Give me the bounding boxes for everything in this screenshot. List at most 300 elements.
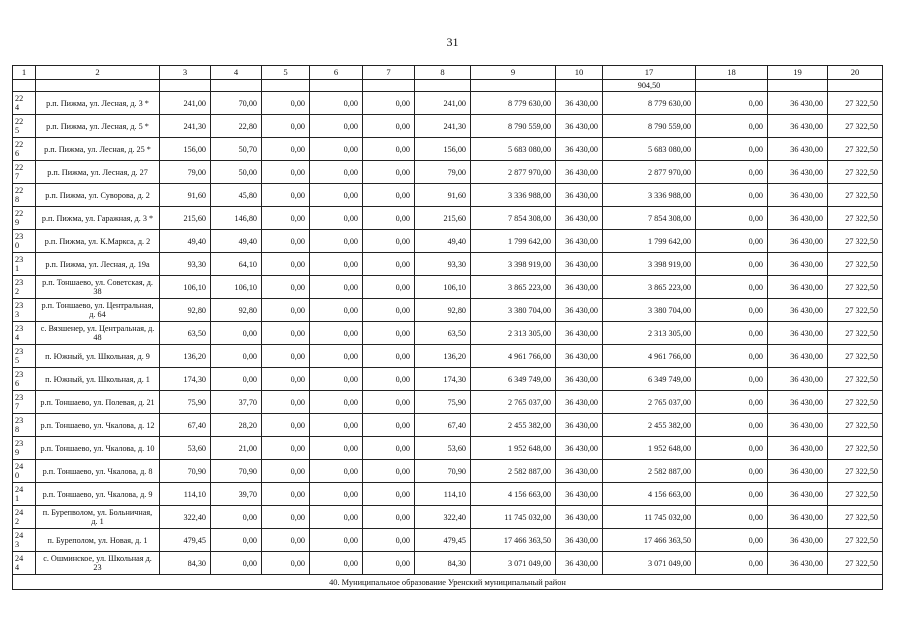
- value-cell-c5: 0,00: [262, 230, 310, 253]
- value-cell-c19: 36 430,00: [768, 437, 828, 460]
- address-cell: р.п. Тоншаево, ул. Центральная, д. 64: [36, 299, 160, 322]
- value-cell-c20: 27 322,50: [828, 414, 883, 437]
- row-number-part: 3: [15, 540, 20, 549]
- row-number-part: 6: [15, 379, 20, 388]
- address-cell: п. Южный, ул. Школьная, д. 1: [36, 368, 160, 391]
- value-cell-c7: 0,00: [363, 322, 415, 345]
- value-cell-c4: 146,80: [211, 207, 262, 230]
- value-cell-c9: 4 961 766,00: [471, 345, 556, 368]
- value-cell-c6: 0,00: [310, 552, 363, 575]
- value-cell-c8: 53,60: [415, 437, 471, 460]
- value-cell-c18: 0,00: [696, 483, 768, 506]
- value-cell-c7: 0,00: [363, 230, 415, 253]
- value-cell-c10: 36 430,00: [556, 230, 603, 253]
- value-cell-c5: 0,00: [262, 506, 310, 529]
- address-cell: р.п. Тоншаево, ул. Советская, д. 38: [36, 276, 160, 299]
- value-cell-c5: 0,00: [262, 437, 310, 460]
- row-number-part: 24: [15, 507, 24, 517]
- value-cell-c18: 0,00: [696, 184, 768, 207]
- value-cell-c5: 0,00: [262, 322, 310, 345]
- row-number-part: 0: [15, 471, 20, 480]
- row-number-part: 9: [15, 218, 20, 227]
- value-cell-c10: 36 430,00: [556, 414, 603, 437]
- table-row: [13, 483, 883, 506]
- value-cell-c10: 36 430,00: [556, 345, 603, 368]
- column-header: 4: [211, 66, 262, 80]
- value-cell-c9: 3 865 223,00: [471, 276, 556, 299]
- value-cell-c10: 36 430,00: [556, 552, 603, 575]
- value-cell-c20: 27 322,50: [828, 483, 883, 506]
- value-cell-c6: 0,00: [310, 345, 363, 368]
- row-number-part: 23: [15, 254, 24, 264]
- value-cell-c18: 0,00: [696, 161, 768, 184]
- value-cell-c17: 2 313 305,00: [603, 322, 696, 345]
- value-cell-c8: 479,45: [415, 529, 471, 552]
- address-cell: п. Буреполом, ул. Новая, д. 1: [36, 529, 160, 552]
- value-cell-c6: 0,00: [310, 207, 363, 230]
- value-cell-c17: 8 779 630,00: [603, 92, 696, 115]
- row-number-part: 22: [15, 162, 24, 172]
- column-header: 20: [828, 66, 883, 80]
- row-number-part: 8: [15, 425, 20, 434]
- value-cell-c20: 27 322,50: [828, 460, 883, 483]
- value-cell-c7: 0,00: [363, 414, 415, 437]
- value-cell-c19: 36 430,00: [768, 345, 828, 368]
- table-row: [13, 184, 883, 207]
- table-row: [13, 276, 883, 299]
- row-number-part: 23: [15, 369, 24, 379]
- value-cell-c3: 106,10: [160, 276, 211, 299]
- row-number-part: 9: [15, 448, 20, 457]
- row-number-part: 24: [15, 484, 24, 494]
- value-cell-c18: 0,00: [696, 115, 768, 138]
- table-row: [13, 161, 883, 184]
- row-number: [13, 414, 36, 437]
- value-cell-c3: 70,90: [160, 460, 211, 483]
- value-cell-c4: 0,00: [211, 345, 262, 368]
- value-cell-c8: 63,50: [415, 322, 471, 345]
- column-header: 1: [13, 66, 36, 80]
- value-cell-c8: 79,00: [415, 161, 471, 184]
- value-cell-c6: 0,00: [310, 184, 363, 207]
- table-row: [13, 529, 883, 552]
- row-number-part: 2: [15, 287, 20, 296]
- row-number-part: 7: [15, 402, 20, 411]
- value-cell-c5: 0,00: [262, 460, 310, 483]
- value-cell-c17: 2 877 970,00: [603, 161, 696, 184]
- value-cell-c10: 36 430,00: [556, 368, 603, 391]
- value-cell-c17: 1 952 648,00: [603, 437, 696, 460]
- value-cell-c17: 8 790 559,00: [603, 115, 696, 138]
- value-cell-c9: 2 455 382,00: [471, 414, 556, 437]
- row-number-part: 22: [15, 208, 24, 218]
- table-row: [13, 391, 883, 414]
- value-cell-c3: 53,60: [160, 437, 211, 460]
- value-cell-c7: 0,00: [363, 552, 415, 575]
- address-cell: р.п. Тоншаево, ул. Чкалова, д. 8: [36, 460, 160, 483]
- value-cell-c5: 0,00: [262, 414, 310, 437]
- value-cell-c9: 1 952 648,00: [471, 437, 556, 460]
- value-cell-c7: 0,00: [363, 437, 415, 460]
- row-number-part: 23: [15, 300, 24, 310]
- row-number: [13, 368, 36, 391]
- value-cell-c9: 3 398 919,00: [471, 253, 556, 276]
- column-header: 19: [768, 66, 828, 80]
- value-cell-c18: 0,00: [696, 552, 768, 575]
- table-row: [13, 437, 883, 460]
- value-cell-c19: 36 430,00: [768, 552, 828, 575]
- row-number-part: 23: [15, 415, 24, 425]
- value-cell-c20: 27 322,50: [828, 299, 883, 322]
- value-cell-c6: 0,00: [310, 138, 363, 161]
- value-cell-c8: 174,30: [415, 368, 471, 391]
- table-row: [13, 345, 883, 368]
- column-header: 8: [415, 66, 471, 80]
- value-cell-c7: 0,00: [363, 253, 415, 276]
- row-number: [13, 92, 36, 115]
- value-cell-c9: 11 745 032,00: [471, 506, 556, 529]
- value-cell-c6: 0,00: [310, 276, 363, 299]
- row-number-part: 22: [15, 185, 24, 195]
- value-cell-c9: 5 683 080,00: [471, 138, 556, 161]
- value-cell-c19: 36 430,00: [768, 506, 828, 529]
- row-number: [13, 552, 36, 575]
- column-header: 10: [556, 66, 603, 80]
- value-cell-c10: 36 430,00: [556, 506, 603, 529]
- table-row: [13, 506, 883, 529]
- value-cell-c5: 0,00: [262, 299, 310, 322]
- value-cell-c17: 2 582 887,00: [603, 460, 696, 483]
- value-cell-c6: 0,00: [310, 322, 363, 345]
- value-cell-c7: 0,00: [363, 299, 415, 322]
- value-cell-c17: 3 380 704,00: [603, 299, 696, 322]
- value-cell-c7: 0,00: [363, 506, 415, 529]
- value-cell-c4: 45,80: [211, 184, 262, 207]
- row-number: [13, 207, 36, 230]
- column-header: 6: [310, 66, 363, 80]
- value-cell-c5: 0,00: [262, 161, 310, 184]
- value-cell-c4: 49,40: [211, 230, 262, 253]
- value-cell-c10: 36 430,00: [556, 138, 603, 161]
- address-cell: р.п. Пижма, ул. Суворова, д. 2: [36, 184, 160, 207]
- column-header: 17: [603, 66, 696, 80]
- value-cell-c17: 6 349 749,00: [603, 368, 696, 391]
- section-footer-row: [13, 575, 883, 590]
- value-cell-c20: 27 322,50: [828, 207, 883, 230]
- column-header: 9: [471, 66, 556, 80]
- value-cell-c17: 11 745 032,00: [603, 506, 696, 529]
- value-cell-c5: 0,00: [262, 345, 310, 368]
- address-cell: р.п. Тоншаево, ул. Полевая, д. 21: [36, 391, 160, 414]
- address-cell: с. Вязшенер, ул. Центральная, д. 48: [36, 322, 160, 345]
- value-cell-c17: 3 071 049,00: [603, 552, 696, 575]
- value-cell-c9: 17 466 363,50: [471, 529, 556, 552]
- value-cell-c3: 136,20: [160, 345, 211, 368]
- row-number-part: 23: [15, 277, 24, 287]
- value-cell-c4: 50,70: [211, 138, 262, 161]
- row-number: [13, 299, 36, 322]
- value-cell-c19: 36 430,00: [768, 115, 828, 138]
- carry-over-value: 904,50: [603, 80, 696, 92]
- value-cell-c20: 27 322,50: [828, 138, 883, 161]
- row-number-part: 7: [15, 172, 20, 181]
- value-cell-c20: 27 322,50: [828, 92, 883, 115]
- value-cell-c3: 241,30: [160, 115, 211, 138]
- value-cell-c5: 0,00: [262, 92, 310, 115]
- value-cell-c6: 0,00: [310, 253, 363, 276]
- value-cell-c20: 27 322,50: [828, 230, 883, 253]
- row-number-part: 6: [15, 149, 20, 158]
- row-number: [13, 322, 36, 345]
- row-number: [13, 115, 36, 138]
- value-cell-c3: 84,30: [160, 552, 211, 575]
- value-cell-c5: 0,00: [262, 184, 310, 207]
- value-cell-c18: 0,00: [696, 529, 768, 552]
- row-number-part: 24: [15, 530, 24, 540]
- value-cell-c9: 3 071 049,00: [471, 552, 556, 575]
- value-cell-c19: 36 430,00: [768, 483, 828, 506]
- value-cell-c3: 241,00: [160, 92, 211, 115]
- value-cell-c8: 70,90: [415, 460, 471, 483]
- row-number: [13, 161, 36, 184]
- value-cell-c8: 67,40: [415, 414, 471, 437]
- row-number-part: 22: [15, 93, 24, 103]
- value-cell-c10: 36 430,00: [556, 115, 603, 138]
- value-cell-c7: 0,00: [363, 460, 415, 483]
- address-cell: р.п. Пижма, ул. Гаражная, д. 3 *: [36, 207, 160, 230]
- value-cell-c6: 0,00: [310, 506, 363, 529]
- value-cell-c5: 0,00: [262, 368, 310, 391]
- value-cell-c17: 7 854 308,00: [603, 207, 696, 230]
- value-cell-c17: 17 466 363,50: [603, 529, 696, 552]
- value-cell-c4: 28,20: [211, 414, 262, 437]
- value-cell-c6: 0,00: [310, 483, 363, 506]
- value-cell-c5: 0,00: [262, 529, 310, 552]
- value-cell-c8: 91,60: [415, 184, 471, 207]
- value-cell-c10: 36 430,00: [556, 276, 603, 299]
- row-number: [13, 506, 36, 529]
- row-number: [13, 184, 36, 207]
- value-cell-c4: 0,00: [211, 529, 262, 552]
- column-header: 3: [160, 66, 211, 80]
- value-cell-c3: 67,40: [160, 414, 211, 437]
- value-cell-c4: 37,70: [211, 391, 262, 414]
- row-number: [13, 276, 36, 299]
- row-number-part: 5: [15, 356, 20, 365]
- value-cell-c9: 2 582 887,00: [471, 460, 556, 483]
- value-cell-c6: 0,00: [310, 529, 363, 552]
- value-cell-c10: 36 430,00: [556, 161, 603, 184]
- value-cell-c8: 106,10: [415, 276, 471, 299]
- value-cell-c3: 75,90: [160, 391, 211, 414]
- value-cell-c4: 64,10: [211, 253, 262, 276]
- value-cell-c4: 0,00: [211, 506, 262, 529]
- value-cell-c7: 0,00: [363, 368, 415, 391]
- value-cell-c7: 0,00: [363, 92, 415, 115]
- value-cell-c8: 75,90: [415, 391, 471, 414]
- value-cell-c10: 36 430,00: [556, 460, 603, 483]
- value-cell-c8: 156,00: [415, 138, 471, 161]
- value-cell-c8: 92,80: [415, 299, 471, 322]
- row-number-part: 23: [15, 346, 24, 356]
- row-number-part: 2: [15, 517, 20, 526]
- table-row: [13, 230, 883, 253]
- value-cell-c8: 241,00: [415, 92, 471, 115]
- value-cell-c20: 27 322,50: [828, 437, 883, 460]
- value-cell-c4: 92,80: [211, 299, 262, 322]
- value-cell-c9: 3 380 704,00: [471, 299, 556, 322]
- row-number-part: 24: [15, 553, 24, 563]
- address-cell: р.п. Пижма, ул. Лесная, д. 19а: [36, 253, 160, 276]
- value-cell-c17: 3 398 919,00: [603, 253, 696, 276]
- value-cell-c18: 0,00: [696, 368, 768, 391]
- value-cell-c3: 49,40: [160, 230, 211, 253]
- row-number-part: 4: [15, 333, 20, 342]
- value-cell-c6: 0,00: [310, 92, 363, 115]
- value-cell-c4: 0,00: [211, 322, 262, 345]
- address-cell: р.п. Тоншаево, ул. Чкалова, д. 10: [36, 437, 160, 460]
- table-row: [13, 92, 883, 115]
- value-cell-c5: 0,00: [262, 552, 310, 575]
- value-cell-c7: 0,00: [363, 138, 415, 161]
- column-header: 5: [262, 66, 310, 80]
- value-cell-c18: 0,00: [696, 92, 768, 115]
- value-cell-c3: 174,30: [160, 368, 211, 391]
- column-header: 7: [363, 66, 415, 80]
- value-cell-c3: 156,00: [160, 138, 211, 161]
- value-cell-c3: 92,80: [160, 299, 211, 322]
- value-cell-c5: 0,00: [262, 207, 310, 230]
- value-cell-c19: 36 430,00: [768, 414, 828, 437]
- row-number-part: 4: [15, 563, 20, 572]
- row-number-part: 23: [15, 323, 24, 333]
- value-cell-c18: 0,00: [696, 506, 768, 529]
- value-cell-c20: 27 322,50: [828, 529, 883, 552]
- value-cell-c17: 4 156 663,00: [603, 483, 696, 506]
- value-cell-c4: 0,00: [211, 368, 262, 391]
- row-number: [13, 391, 36, 414]
- value-cell-c19: 36 430,00: [768, 230, 828, 253]
- value-cell-c6: 0,00: [310, 230, 363, 253]
- row-number: [13, 230, 36, 253]
- address-cell: р.п. Пижма, ул. Лесная, д. 27: [36, 161, 160, 184]
- value-cell-c8: 241,30: [415, 115, 471, 138]
- row-number-part: 0: [15, 241, 20, 250]
- row-number: [13, 483, 36, 506]
- value-cell-c7: 0,00: [363, 276, 415, 299]
- row-number-part: 1: [15, 494, 20, 503]
- value-cell-c3: 114,10: [160, 483, 211, 506]
- value-cell-c18: 0,00: [696, 345, 768, 368]
- value-cell-c9: 1 799 642,00: [471, 230, 556, 253]
- value-cell-c19: 36 430,00: [768, 322, 828, 345]
- value-cell-c4: 70,90: [211, 460, 262, 483]
- value-cell-c9: 2 313 305,00: [471, 322, 556, 345]
- value-cell-c6: 0,00: [310, 460, 363, 483]
- value-cell-c18: 0,00: [696, 414, 768, 437]
- address-cell: р.п. Тоншаево, ул. Чкалова, д. 9: [36, 483, 160, 506]
- value-cell-c9: 2 765 037,00: [471, 391, 556, 414]
- value-cell-c7: 0,00: [363, 345, 415, 368]
- value-cell-c3: 322,40: [160, 506, 211, 529]
- value-cell-c19: 36 430,00: [768, 184, 828, 207]
- value-cell-c6: 0,00: [310, 414, 363, 437]
- address-cell: п. Бурепволом, ул. Больничная, д. 1: [36, 506, 160, 529]
- address-cell: п. Южный, ул. Школьная, д. 9: [36, 345, 160, 368]
- value-cell-c10: 36 430,00: [556, 322, 603, 345]
- value-cell-c19: 36 430,00: [768, 299, 828, 322]
- value-cell-c10: 36 430,00: [556, 299, 603, 322]
- value-cell-c3: 91,60: [160, 184, 211, 207]
- table-row: [13, 552, 883, 575]
- value-cell-c17: 2 765 037,00: [603, 391, 696, 414]
- value-cell-c20: 27 322,50: [828, 345, 883, 368]
- value-cell-c20: 27 322,50: [828, 391, 883, 414]
- value-cell-c8: 114,10: [415, 483, 471, 506]
- value-cell-c10: 36 430,00: [556, 207, 603, 230]
- value-cell-c19: 36 430,00: [768, 276, 828, 299]
- value-cell-c20: 27 322,50: [828, 115, 883, 138]
- value-cell-c7: 0,00: [363, 483, 415, 506]
- value-cell-c4: 39,70: [211, 483, 262, 506]
- row-number-part: 23: [15, 231, 24, 241]
- value-cell-c8: 215,60: [415, 207, 471, 230]
- address-cell: р.п. Пижма, ул. Лесная, д. 25 *: [36, 138, 160, 161]
- address-cell: с. Ошминское, ул. Школьная д. 23: [36, 552, 160, 575]
- value-cell-c9: 3 336 988,00: [471, 184, 556, 207]
- value-cell-c18: 0,00: [696, 276, 768, 299]
- value-cell-c6: 0,00: [310, 391, 363, 414]
- value-cell-c4: 0,00: [211, 552, 262, 575]
- value-cell-c5: 0,00: [262, 253, 310, 276]
- value-cell-c8: 322,40: [415, 506, 471, 529]
- carry-over-row: [13, 80, 883, 92]
- value-cell-c20: 27 322,50: [828, 276, 883, 299]
- value-cell-c19: 36 430,00: [768, 138, 828, 161]
- row-number-part: 4: [15, 103, 20, 112]
- section-title: 40. Муниципальное образование Уренский муниципальный район: [13, 575, 883, 590]
- value-cell-c4: 70,00: [211, 92, 262, 115]
- value-cell-c17: 5 683 080,00: [603, 138, 696, 161]
- value-cell-c17: 2 455 382,00: [603, 414, 696, 437]
- value-cell-c19: 36 430,00: [768, 207, 828, 230]
- value-cell-c9: 4 156 663,00: [471, 483, 556, 506]
- value-cell-c5: 0,00: [262, 115, 310, 138]
- value-cell-c5: 0,00: [262, 483, 310, 506]
- address-cell: р.п. Тоншаево, ул. Чкалова, д. 12: [36, 414, 160, 437]
- value-cell-c5: 0,00: [262, 276, 310, 299]
- value-cell-c8: 84,30: [415, 552, 471, 575]
- table-row: [13, 207, 883, 230]
- value-cell-c19: 36 430,00: [768, 391, 828, 414]
- row-number-part: 22: [15, 139, 24, 149]
- value-cell-c7: 0,00: [363, 207, 415, 230]
- table-row: [13, 138, 883, 161]
- value-cell-c7: 0,00: [363, 391, 415, 414]
- value-cell-c3: 479,45: [160, 529, 211, 552]
- value-cell-c17: 3 865 223,00: [603, 276, 696, 299]
- row-number-part: 3: [15, 310, 20, 319]
- value-cell-c10: 36 430,00: [556, 253, 603, 276]
- value-cell-c7: 0,00: [363, 115, 415, 138]
- row-number: [13, 253, 36, 276]
- value-cell-c9: 6 349 749,00: [471, 368, 556, 391]
- row-number-part: 5: [15, 126, 20, 135]
- value-cell-c9: 2 877 970,00: [471, 161, 556, 184]
- value-cell-c17: 3 336 988,00: [603, 184, 696, 207]
- value-cell-c17: 1 799 642,00: [603, 230, 696, 253]
- value-cell-c17: 4 961 766,00: [603, 345, 696, 368]
